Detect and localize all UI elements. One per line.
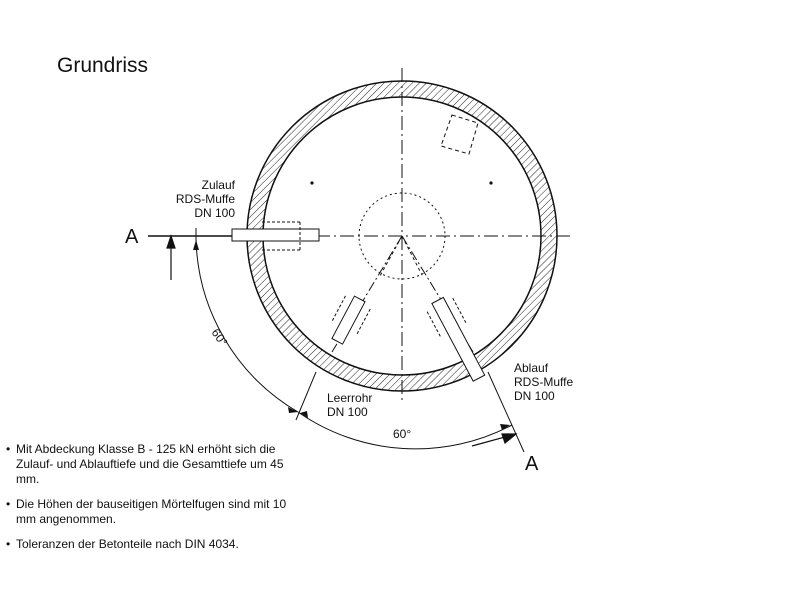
ablauf-label	[514, 361, 573, 403]
note-item: • Die Höhen der bauseitigen Mörtelfugen sind mit 10 mm angenommen.	[6, 497, 306, 527]
zulauf-label	[155, 178, 235, 220]
note-item: • Toleranzen der Betonteile nach DIN 4034.	[6, 537, 306, 552]
angle-label-left: 60°	[208, 326, 231, 349]
ablauf-label-line: Ablauf	[514, 361, 549, 375]
zulauf-label-line: RDS-Muffe	[175, 192, 235, 206]
leerrohr-label-line: DN 100	[327, 405, 368, 419]
section-label-left: A	[125, 226, 139, 248]
ablauf-label-line: RDS-Muffe	[514, 375, 574, 389]
zulauf-label-line: DN 100	[194, 206, 235, 220]
notes-list	[6, 442, 306, 562]
zulauf-label-line: Zulauf	[201, 178, 235, 192]
leerrohr-label	[327, 391, 372, 419]
ablauf-label-line: DN 100	[514, 389, 555, 403]
leerrohr-label-line: Leerrohr	[327, 391, 373, 405]
angle-label-bottom: 60°	[393, 427, 412, 441]
note-item: • Mit Abdeckung Klasse B - 125 kN erhöht sich die Zulauf- und Ablauftiefe und die Gesamttiefe um 45 mm.	[6, 442, 306, 487]
section-label-right: A	[525, 453, 539, 475]
page-title: Grundriss	[57, 54, 149, 77]
